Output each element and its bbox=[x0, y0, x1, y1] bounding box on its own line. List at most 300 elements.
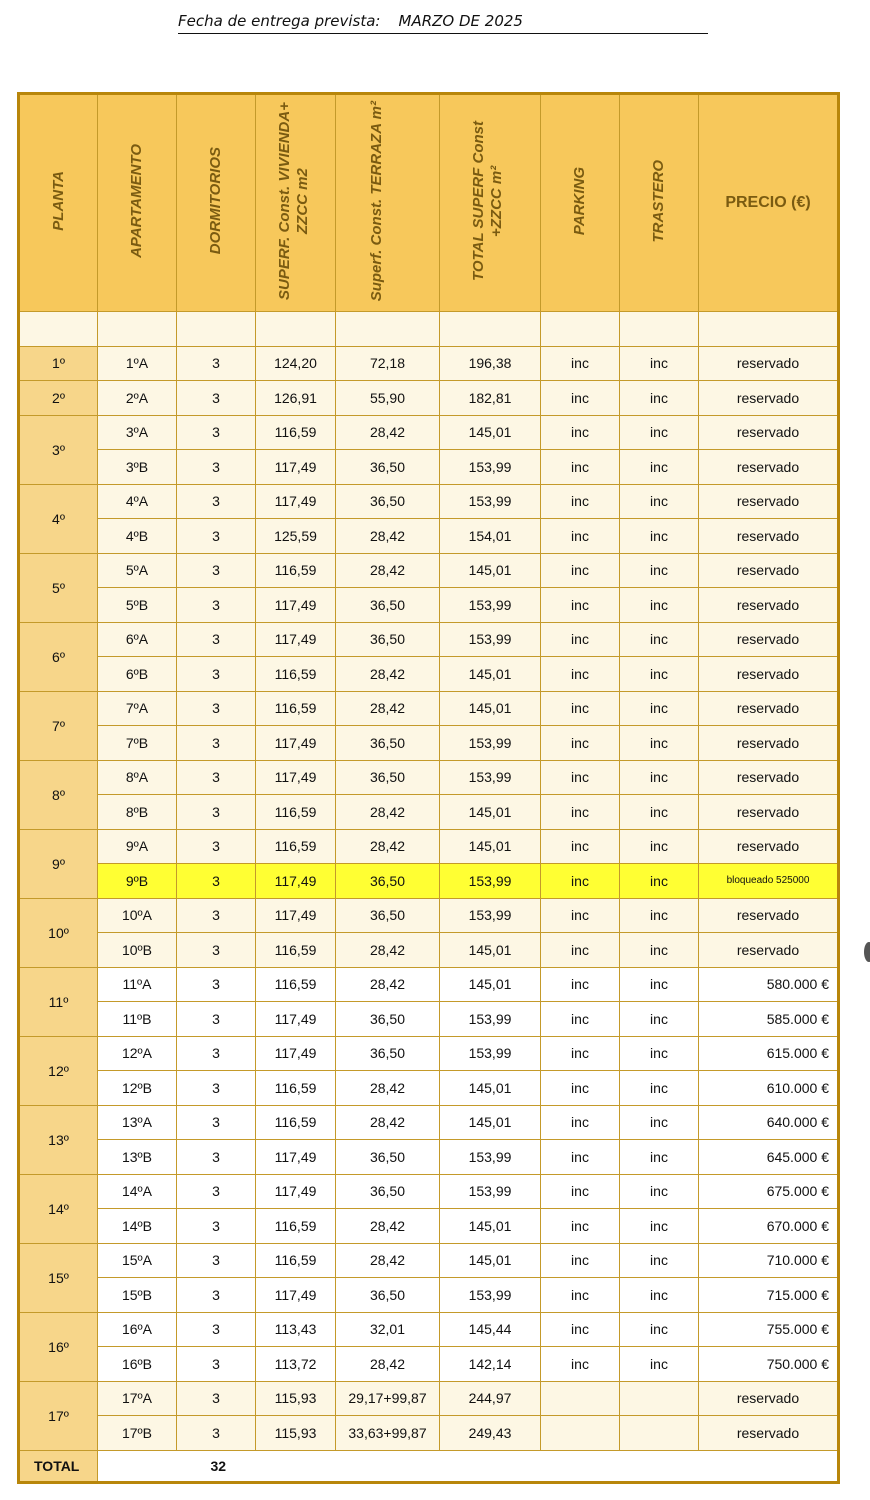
price-cell: reservado bbox=[699, 1416, 839, 1451]
apartment-cell: 12ºA bbox=[98, 1036, 177, 1071]
total-area-cell: 145,01 bbox=[440, 657, 541, 692]
terrace-area-cell: 36,50 bbox=[336, 726, 440, 761]
price-cell: reservado bbox=[699, 760, 839, 795]
price-cell: reservado bbox=[699, 657, 839, 692]
apartment-cell: 4ºB bbox=[98, 519, 177, 554]
price-cell: reservado bbox=[699, 553, 839, 588]
bedrooms-cell: 3 bbox=[177, 1002, 256, 1037]
bedrooms-cell: 3 bbox=[177, 450, 256, 485]
parking-cell: inc bbox=[541, 1036, 620, 1071]
storage-cell: inc bbox=[620, 691, 699, 726]
storage-cell: inc bbox=[620, 864, 699, 899]
parking-cell: inc bbox=[541, 1312, 620, 1347]
total-blank-cell bbox=[98, 1450, 177, 1482]
table-row bbox=[19, 760, 839, 795]
price-cell: reservado bbox=[699, 726, 839, 761]
built-area-cell: 117,49 bbox=[256, 864, 336, 899]
terrace-area-cell: 36,50 bbox=[336, 864, 440, 899]
apartment-cell: 11ºA bbox=[98, 967, 177, 1002]
table-row bbox=[19, 933, 839, 968]
storage-cell: inc bbox=[620, 760, 699, 795]
terrace-area-cell: 36,50 bbox=[336, 760, 440, 795]
storage-cell: inc bbox=[620, 933, 699, 968]
terrace-area-cell: 55,90 bbox=[336, 381, 440, 416]
bedrooms-cell: 3 bbox=[177, 795, 256, 830]
floor-cell: 8º bbox=[19, 760, 98, 829]
table-row bbox=[19, 450, 839, 485]
built-area-cell: 116,59 bbox=[256, 415, 336, 450]
table-row bbox=[19, 1174, 839, 1209]
price-cell: reservado bbox=[699, 381, 839, 416]
total-area-cell: 145,01 bbox=[440, 933, 541, 968]
delivery-date-label: Fecha de entrega prevista: bbox=[178, 12, 381, 30]
bedrooms-cell: 3 bbox=[177, 346, 256, 381]
terrace-area-cell: 28,42 bbox=[336, 1209, 440, 1244]
bedrooms-cell: 3 bbox=[177, 657, 256, 692]
storage-cell: inc bbox=[620, 381, 699, 416]
header-row bbox=[19, 94, 839, 312]
terrace-area-cell: 28,42 bbox=[336, 1347, 440, 1382]
bedrooms-cell: 3 bbox=[177, 864, 256, 899]
total-area-cell: 145,01 bbox=[440, 1243, 541, 1278]
terrace-area-cell: 28,42 bbox=[336, 657, 440, 692]
built-area-cell: 117,49 bbox=[256, 588, 336, 623]
apartment-cell: 8ºA bbox=[98, 760, 177, 795]
apartment-cell: 7ºA bbox=[98, 691, 177, 726]
col-header-parking: PARKING bbox=[541, 94, 620, 312]
built-area-cell: 117,49 bbox=[256, 1036, 336, 1071]
terrace-area-cell: 29,17+99,87 bbox=[336, 1381, 440, 1416]
table-row bbox=[19, 415, 839, 450]
table-row bbox=[19, 864, 839, 899]
bedrooms-cell: 3 bbox=[177, 1312, 256, 1347]
apartment-cell: 16ºA bbox=[98, 1312, 177, 1347]
floor-cell: 5º bbox=[19, 553, 98, 622]
storage-cell: inc bbox=[620, 1071, 699, 1106]
floor-cell: 6º bbox=[19, 622, 98, 691]
apartment-cell: 4ºA bbox=[98, 484, 177, 519]
storage-cell: inc bbox=[620, 967, 699, 1002]
apartment-cell: 15ºA bbox=[98, 1243, 177, 1278]
apartment-cell: 10ºA bbox=[98, 898, 177, 933]
bedrooms-cell: 3 bbox=[177, 484, 256, 519]
parking-cell: inc bbox=[541, 967, 620, 1002]
total-area-cell: 196,38 bbox=[440, 346, 541, 381]
floor-cell: 1º bbox=[19, 346, 98, 381]
apartment-cell: 6ºB bbox=[98, 657, 177, 692]
total-area-cell: 249,43 bbox=[440, 1416, 541, 1451]
edge-mark bbox=[864, 942, 870, 962]
delivery-date-value: MARZO DE 2025 bbox=[398, 12, 523, 30]
parking-cell: inc bbox=[541, 1140, 620, 1175]
built-area-cell: 113,43 bbox=[256, 1312, 336, 1347]
parking-cell: inc bbox=[541, 588, 620, 623]
built-area-cell: 116,59 bbox=[256, 657, 336, 692]
storage-cell: inc bbox=[620, 450, 699, 485]
terrace-area-cell: 72,18 bbox=[336, 346, 440, 381]
price-cell: reservado bbox=[699, 450, 839, 485]
total-area-cell: 244,97 bbox=[440, 1381, 541, 1416]
price-cell: 585.000 € bbox=[699, 1002, 839, 1037]
price-cell: 715.000 € bbox=[699, 1278, 839, 1313]
built-area-cell: 117,49 bbox=[256, 1278, 336, 1313]
floor-cell: 4º bbox=[19, 484, 98, 553]
parking-cell: inc bbox=[541, 898, 620, 933]
total-area-cell: 145,44 bbox=[440, 1312, 541, 1347]
apartment-cell: 14ºA bbox=[98, 1174, 177, 1209]
price-cell: 580.000 € bbox=[699, 967, 839, 1002]
total-area-cell: 145,01 bbox=[440, 691, 541, 726]
terrace-area-cell: 36,50 bbox=[336, 1036, 440, 1071]
price-cell: reservado bbox=[699, 795, 839, 830]
price-cell: 710.000 € bbox=[699, 1243, 839, 1278]
col-header-superf-terraza: Superf. Const. TERRAZA m² bbox=[336, 94, 440, 312]
total-area-cell: 153,99 bbox=[440, 622, 541, 657]
col-header-total-superf: TOTAL SUPERF Const +ZZCC m² bbox=[440, 94, 541, 312]
built-area-cell: 117,49 bbox=[256, 622, 336, 657]
total-area-cell: 153,99 bbox=[440, 588, 541, 623]
storage-cell: inc bbox=[620, 1036, 699, 1071]
floor-cell: 7º bbox=[19, 691, 98, 760]
built-area-cell: 125,59 bbox=[256, 519, 336, 554]
storage-cell: inc bbox=[620, 415, 699, 450]
built-area-cell: 116,59 bbox=[256, 553, 336, 588]
apartment-cell: 13ºA bbox=[98, 1105, 177, 1140]
apartment-cell: 3ºB bbox=[98, 450, 177, 485]
terrace-area-cell: 28,42 bbox=[336, 691, 440, 726]
storage-cell: inc bbox=[620, 795, 699, 830]
table-row bbox=[19, 588, 839, 623]
table-row bbox=[19, 1278, 839, 1313]
storage-cell: inc bbox=[620, 898, 699, 933]
total-area-cell: 145,01 bbox=[440, 553, 541, 588]
apartment-cell: 2ºA bbox=[98, 381, 177, 416]
terrace-area-cell: 28,42 bbox=[336, 795, 440, 830]
parking-cell bbox=[541, 1416, 620, 1451]
price-cell: reservado bbox=[699, 829, 839, 864]
parking-cell bbox=[541, 1381, 620, 1416]
total-area-cell: 145,01 bbox=[440, 1209, 541, 1244]
total-area-cell: 142,14 bbox=[440, 1347, 541, 1382]
apartment-cell: 7ºB bbox=[98, 726, 177, 761]
parking-cell: inc bbox=[541, 795, 620, 830]
parking-cell: inc bbox=[541, 1174, 620, 1209]
bedrooms-cell: 3 bbox=[177, 726, 256, 761]
terrace-area-cell: 36,50 bbox=[336, 622, 440, 657]
terrace-area-cell: 36,50 bbox=[336, 1278, 440, 1313]
apartment-cell: 5ºA bbox=[98, 553, 177, 588]
built-area-cell: 113,72 bbox=[256, 1347, 336, 1382]
bedrooms-cell: 3 bbox=[177, 1278, 256, 1313]
terrace-area-cell: 28,42 bbox=[336, 933, 440, 968]
table-row bbox=[19, 519, 839, 554]
col-header-precio: PRECIO (€) bbox=[699, 94, 839, 312]
built-area-cell: 124,20 bbox=[256, 346, 336, 381]
parking-cell: inc bbox=[541, 622, 620, 657]
parking-cell: inc bbox=[541, 1002, 620, 1037]
floor-cell: 2º bbox=[19, 381, 98, 416]
table-row bbox=[19, 1381, 839, 1416]
price-cell: 645.000 € bbox=[699, 1140, 839, 1175]
col-header-planta: PLANTA bbox=[19, 94, 98, 312]
apartment-cell: 6ºA bbox=[98, 622, 177, 657]
parking-cell: inc bbox=[541, 1071, 620, 1106]
col-header-superf-vivienda: SUPERF. Const. VIVIENDA+ ZZCC m2 bbox=[256, 94, 336, 312]
parking-cell: inc bbox=[541, 726, 620, 761]
parking-cell: inc bbox=[541, 1105, 620, 1140]
apartment-cell: 3ºA bbox=[98, 415, 177, 450]
apartment-cell: 16ºB bbox=[98, 1347, 177, 1382]
price-cell: 640.000 € bbox=[699, 1105, 839, 1140]
table-row bbox=[19, 381, 839, 416]
bedrooms-cell: 3 bbox=[177, 691, 256, 726]
storage-cell: inc bbox=[620, 1002, 699, 1037]
storage-cell: inc bbox=[620, 657, 699, 692]
apartment-cell: 14ºB bbox=[98, 1209, 177, 1244]
parking-cell: inc bbox=[541, 346, 620, 381]
bedrooms-cell: 3 bbox=[177, 519, 256, 554]
table-row bbox=[19, 1002, 839, 1037]
terrace-area-cell: 28,42 bbox=[336, 829, 440, 864]
parking-cell: inc bbox=[541, 450, 620, 485]
built-area-cell: 116,59 bbox=[256, 1209, 336, 1244]
total-area-cell: 153,99 bbox=[440, 726, 541, 761]
parking-cell: inc bbox=[541, 553, 620, 588]
price-cell: reservado bbox=[699, 933, 839, 968]
built-area-cell: 117,49 bbox=[256, 1002, 336, 1037]
built-area-cell: 117,49 bbox=[256, 760, 336, 795]
terrace-area-cell: 28,42 bbox=[336, 519, 440, 554]
terrace-area-cell: 28,42 bbox=[336, 1105, 440, 1140]
price-cell: 670.000 € bbox=[699, 1209, 839, 1244]
built-area-cell: 117,49 bbox=[256, 1174, 336, 1209]
apartment-cell: 1ºA bbox=[98, 346, 177, 381]
table-row bbox=[19, 726, 839, 761]
total-area-cell: 153,99 bbox=[440, 1036, 541, 1071]
bedrooms-cell: 3 bbox=[177, 933, 256, 968]
bedrooms-cell: 3 bbox=[177, 1381, 256, 1416]
parking-cell: inc bbox=[541, 415, 620, 450]
storage-cell: inc bbox=[620, 1243, 699, 1278]
floor-cell: 17º bbox=[19, 1381, 98, 1450]
built-area-cell: 117,49 bbox=[256, 484, 336, 519]
table-row bbox=[19, 657, 839, 692]
terrace-area-cell: 28,42 bbox=[336, 553, 440, 588]
total-area-cell: 153,99 bbox=[440, 1002, 541, 1037]
bedrooms-cell: 3 bbox=[177, 829, 256, 864]
bedrooms-cell: 3 bbox=[177, 553, 256, 588]
price-cell: bloqueado 525000 bbox=[699, 864, 839, 899]
table-row bbox=[19, 967, 839, 1002]
storage-cell: inc bbox=[620, 829, 699, 864]
floor-cell: 16º bbox=[19, 1312, 98, 1381]
apartment-cell: 12ºB bbox=[98, 1071, 177, 1106]
terrace-area-cell: 36,50 bbox=[336, 1140, 440, 1175]
terrace-area-cell: 36,50 bbox=[336, 450, 440, 485]
bedrooms-cell: 3 bbox=[177, 1071, 256, 1106]
table-row bbox=[19, 1347, 839, 1382]
price-cell: 675.000 € bbox=[699, 1174, 839, 1209]
built-area-cell: 116,59 bbox=[256, 829, 336, 864]
total-area-cell: 153,99 bbox=[440, 1140, 541, 1175]
apartment-cell: 8ºB bbox=[98, 795, 177, 830]
parking-cell: inc bbox=[541, 864, 620, 899]
parking-cell: inc bbox=[541, 760, 620, 795]
terrace-area-cell: 36,50 bbox=[336, 484, 440, 519]
total-label: TOTAL bbox=[19, 1450, 98, 1482]
apartment-cell: 17ºA bbox=[98, 1381, 177, 1416]
built-area-cell: 117,49 bbox=[256, 898, 336, 933]
storage-cell: inc bbox=[620, 553, 699, 588]
col-header-apartamento: APARTAMENTO bbox=[98, 94, 177, 312]
price-cell: 615.000 € bbox=[699, 1036, 839, 1071]
total-area-cell: 153,99 bbox=[440, 898, 541, 933]
apartment-cell: 11ºB bbox=[98, 1002, 177, 1037]
table-row bbox=[19, 1209, 839, 1244]
built-area-cell: 126,91 bbox=[256, 381, 336, 416]
total-area-cell: 145,01 bbox=[440, 415, 541, 450]
total-area-cell: 145,01 bbox=[440, 1071, 541, 1106]
apartment-cell: 17ºB bbox=[98, 1416, 177, 1451]
price-cell: reservado bbox=[699, 484, 839, 519]
terrace-area-cell: 33,63+99,87 bbox=[336, 1416, 440, 1451]
storage-cell bbox=[620, 1416, 699, 1451]
table-row bbox=[19, 829, 839, 864]
storage-cell: inc bbox=[620, 1278, 699, 1313]
terrace-area-cell: 28,42 bbox=[336, 967, 440, 1002]
total-area-cell: 145,01 bbox=[440, 829, 541, 864]
parking-cell: inc bbox=[541, 1243, 620, 1278]
total-area-cell: 153,99 bbox=[440, 1174, 541, 1209]
storage-cell: inc bbox=[620, 1312, 699, 1347]
price-cell: 750.000 € bbox=[699, 1347, 839, 1382]
parking-cell: inc bbox=[541, 657, 620, 692]
total-area-cell: 153,99 bbox=[440, 864, 541, 899]
built-area-cell: 117,49 bbox=[256, 1140, 336, 1175]
total-area-cell: 153,99 bbox=[440, 1278, 541, 1313]
price-cell: reservado bbox=[699, 1381, 839, 1416]
delivery-date-heading bbox=[178, 8, 708, 34]
terrace-area-cell: 28,42 bbox=[336, 1071, 440, 1106]
terrace-area-cell: 36,50 bbox=[336, 1002, 440, 1037]
apartment-cell: 5ºB bbox=[98, 588, 177, 623]
header-spacer bbox=[19, 312, 839, 347]
parking-cell: inc bbox=[541, 1209, 620, 1244]
table-row bbox=[19, 1036, 839, 1071]
apartment-cell: 9ºA bbox=[98, 829, 177, 864]
price-cell: reservado bbox=[699, 691, 839, 726]
total-area-cell: 145,01 bbox=[440, 795, 541, 830]
floor-cell: 11º bbox=[19, 967, 98, 1036]
bedrooms-cell: 3 bbox=[177, 1209, 256, 1244]
terrace-area-cell: 36,50 bbox=[336, 1174, 440, 1209]
price-cell: reservado bbox=[699, 415, 839, 450]
bedrooms-cell: 3 bbox=[177, 1347, 256, 1382]
bedrooms-cell: 3 bbox=[177, 1174, 256, 1209]
terrace-area-cell: 28,42 bbox=[336, 415, 440, 450]
table-row bbox=[19, 346, 839, 381]
apartment-price-table bbox=[17, 92, 840, 1484]
total-area-cell: 182,81 bbox=[440, 381, 541, 416]
bedrooms-cell: 3 bbox=[177, 1243, 256, 1278]
table-row bbox=[19, 553, 839, 588]
total-area-cell: 145,01 bbox=[440, 1105, 541, 1140]
parking-cell: inc bbox=[541, 1278, 620, 1313]
terrace-area-cell: 32,01 bbox=[336, 1312, 440, 1347]
price-cell: reservado bbox=[699, 898, 839, 933]
parking-cell: inc bbox=[541, 484, 620, 519]
apartment-cell: 15ºB bbox=[98, 1278, 177, 1313]
table-row bbox=[19, 1243, 839, 1278]
bedrooms-cell: 3 bbox=[177, 967, 256, 1002]
storage-cell: inc bbox=[620, 519, 699, 554]
floor-cell: 12º bbox=[19, 1036, 98, 1105]
parking-cell: inc bbox=[541, 691, 620, 726]
table-row bbox=[19, 691, 839, 726]
table-row bbox=[19, 898, 839, 933]
bedrooms-cell: 3 bbox=[177, 898, 256, 933]
table-row bbox=[19, 1140, 839, 1175]
bedrooms-cell: 3 bbox=[177, 381, 256, 416]
parking-cell: inc bbox=[541, 519, 620, 554]
storage-cell: inc bbox=[620, 346, 699, 381]
price-cell: reservado bbox=[699, 588, 839, 623]
bedrooms-cell: 3 bbox=[177, 1416, 256, 1451]
storage-cell: inc bbox=[620, 726, 699, 761]
parking-cell: inc bbox=[541, 1347, 620, 1382]
built-area-cell: 115,93 bbox=[256, 1381, 336, 1416]
built-area-cell: 116,59 bbox=[256, 1105, 336, 1140]
floor-cell: 15º bbox=[19, 1243, 98, 1312]
parking-cell: inc bbox=[541, 933, 620, 968]
col-header-trastero: TRASTERO bbox=[620, 94, 699, 312]
table-row bbox=[19, 1312, 839, 1347]
table-row bbox=[19, 1416, 839, 1451]
apartment-cell: 13ºB bbox=[98, 1140, 177, 1175]
table-row bbox=[19, 795, 839, 830]
floor-cell: 14º bbox=[19, 1174, 98, 1243]
floor-cell: 9º bbox=[19, 829, 98, 898]
apartment-cell: 9ºB bbox=[98, 864, 177, 899]
storage-cell: inc bbox=[620, 588, 699, 623]
bedrooms-cell: 3 bbox=[177, 1140, 256, 1175]
table-row bbox=[19, 484, 839, 519]
price-cell: reservado bbox=[699, 622, 839, 657]
bedrooms-cell: 3 bbox=[177, 1036, 256, 1071]
price-cell: 610.000 € bbox=[699, 1071, 839, 1106]
terrace-area-cell: 36,50 bbox=[336, 898, 440, 933]
built-area-cell: 116,59 bbox=[256, 795, 336, 830]
storage-cell: inc bbox=[620, 1140, 699, 1175]
bedrooms-cell: 3 bbox=[177, 622, 256, 657]
apartment-cell: 10ºB bbox=[98, 933, 177, 968]
storage-cell: inc bbox=[620, 1347, 699, 1382]
built-area-cell: 116,59 bbox=[256, 1071, 336, 1106]
price-cell: reservado bbox=[699, 346, 839, 381]
built-area-cell: 116,59 bbox=[256, 967, 336, 1002]
storage-cell bbox=[620, 1381, 699, 1416]
built-area-cell: 115,93 bbox=[256, 1416, 336, 1451]
bedrooms-cell: 3 bbox=[177, 1105, 256, 1140]
price-cell: reservado bbox=[699, 519, 839, 554]
total-count: 32 bbox=[177, 1450, 839, 1482]
parking-cell: inc bbox=[541, 381, 620, 416]
built-area-cell: 117,49 bbox=[256, 450, 336, 485]
table-row bbox=[19, 622, 839, 657]
storage-cell: inc bbox=[620, 622, 699, 657]
col-header-dormitorios: DORMITORIOS bbox=[177, 94, 256, 312]
total-row bbox=[19, 1450, 839, 1482]
